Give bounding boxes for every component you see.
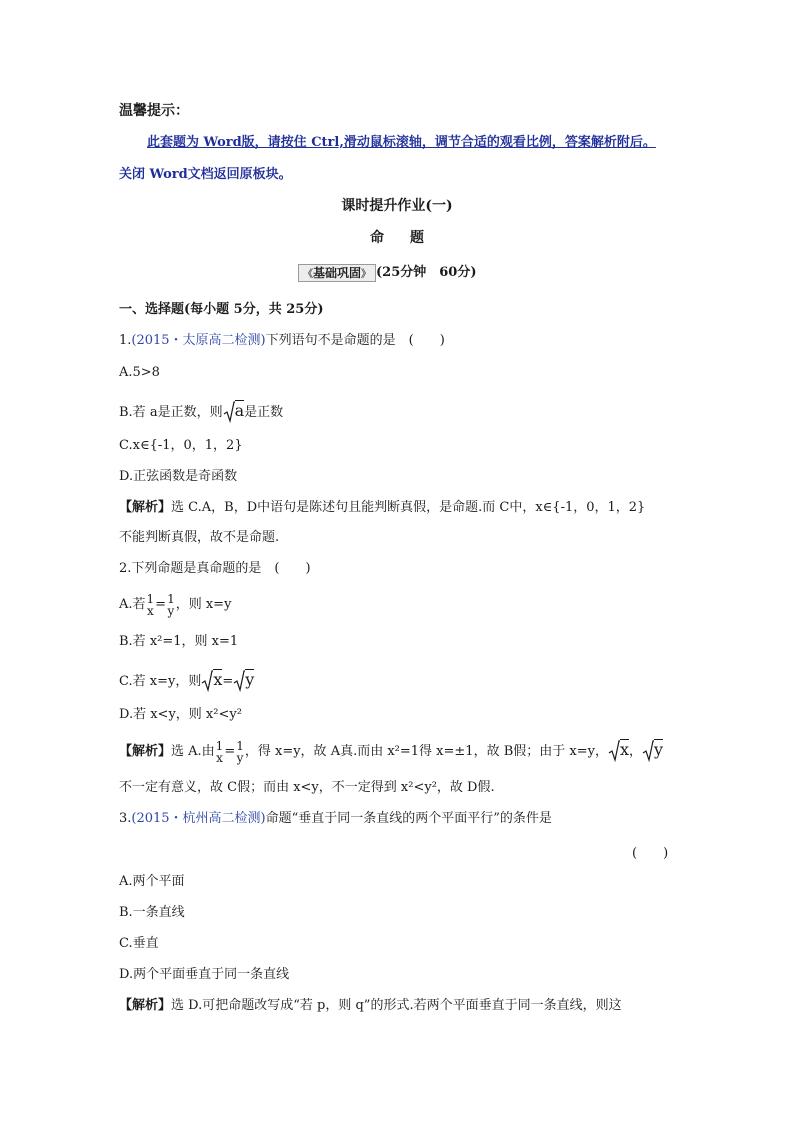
tip-title: 温馨提示： [119,103,189,119]
question-1-source: (2015・太原高二检测) [131,333,266,348]
tip-line-1-text: 此套题为 Word版，请按住 Ctrl,滑动鼠标滚轴，调节合适的观看比例，答案解析附后。 [147,135,656,150]
q2-analysis-line-2: 不一定有意义，故 C假；而由 x<y，不一定得到 x²<y²，故 D假. [119,780,495,795]
question-3-stem: 3.(2015・杭州高二检测)命题“垂直于同一条直线的两个平面平行”的条件是 [119,811,552,826]
sqrt-symbol [233,669,245,695]
q2-option-a: A.若 1 x = 1 y ，则 x=y [119,591,232,618]
section-band [298,262,477,284]
q2-option-c: C.若 x=y，则 x= y [119,667,254,695]
q3-option-c: C.垂直 [119,936,159,951]
q1-option-a: A.5>8 [119,365,160,380]
fraction-1-over-y: 1 y [236,738,244,765]
homework-subtitle: 命题 [370,230,450,246]
q3-option-b: B.一条直线 [119,905,185,920]
q3-option-a: A.两个平面 [119,874,185,889]
fraction-1-over-x: 1 x [146,591,155,618]
time-allocation: (25分钟 60分) [376,265,477,280]
q1-analysis-line-2: 不能判断真假，故不是命题. [119,530,280,545]
question-2-stem: 2.下列命题是真命题的是 ( ) [119,561,311,576]
q3-answer-paren: ( ) [632,846,669,861]
q2-option-b: B.若 x²=1，则 x=1 [119,634,239,649]
homework-title: 课时提升作业(一) [341,198,453,214]
sqrt-symbol [201,669,213,695]
q1-option-d: D.正弦函数是奇函数 [119,469,238,484]
q3-option-d: D.两个平面垂直于同一条直线 [119,967,290,982]
q2-analysis-line-1: 【解析】选 A.由 1 x = 1 y ，得 x=y，故 A真.而由 x²=1得 x=±1，故 B假；由于 x=y， x， y [119,733,663,769]
q1-option-c: C.x∈{-1，0，1，2} [119,438,243,453]
tip-line-1 [147,133,656,153]
sqrt-symbol [608,735,620,769]
q3-analysis-line-1: 【解析】选 D.可把命题改写成“若 p，则 q”的形式.若两个平面垂直于同一条直线，则这 [119,998,622,1013]
fraction-1-over-x: 1 x [215,738,224,765]
fraction-1-over-y: 1 y [167,591,175,618]
section-heading: 一、选择题(每小题 5分，共 25分) [119,302,324,317]
q1-option-b: B.若 a是正数，则 a是正数 [119,398,283,426]
q2-option-d: D.若 x<y，则 x²<y² [119,707,242,722]
question-3-source: (2015・杭州高二检测) [131,811,266,826]
section-badge: 《基础巩固》 [298,264,376,282]
sqrt-symbol [223,400,235,426]
tip-line-2: 关闭 Word文档返回原板块。 [119,167,292,182]
q1-analysis-line-1: 【解析】选 C.A，B，D中语句是陈述句且能判断真假，是命题.而 C中，x∈{-1，0，1，2} [119,500,646,515]
question-1-stem: 1.(2015・太原高二检测)下列语句不是命题的是 ( ) [119,333,445,348]
sqrt-symbol [642,735,654,769]
